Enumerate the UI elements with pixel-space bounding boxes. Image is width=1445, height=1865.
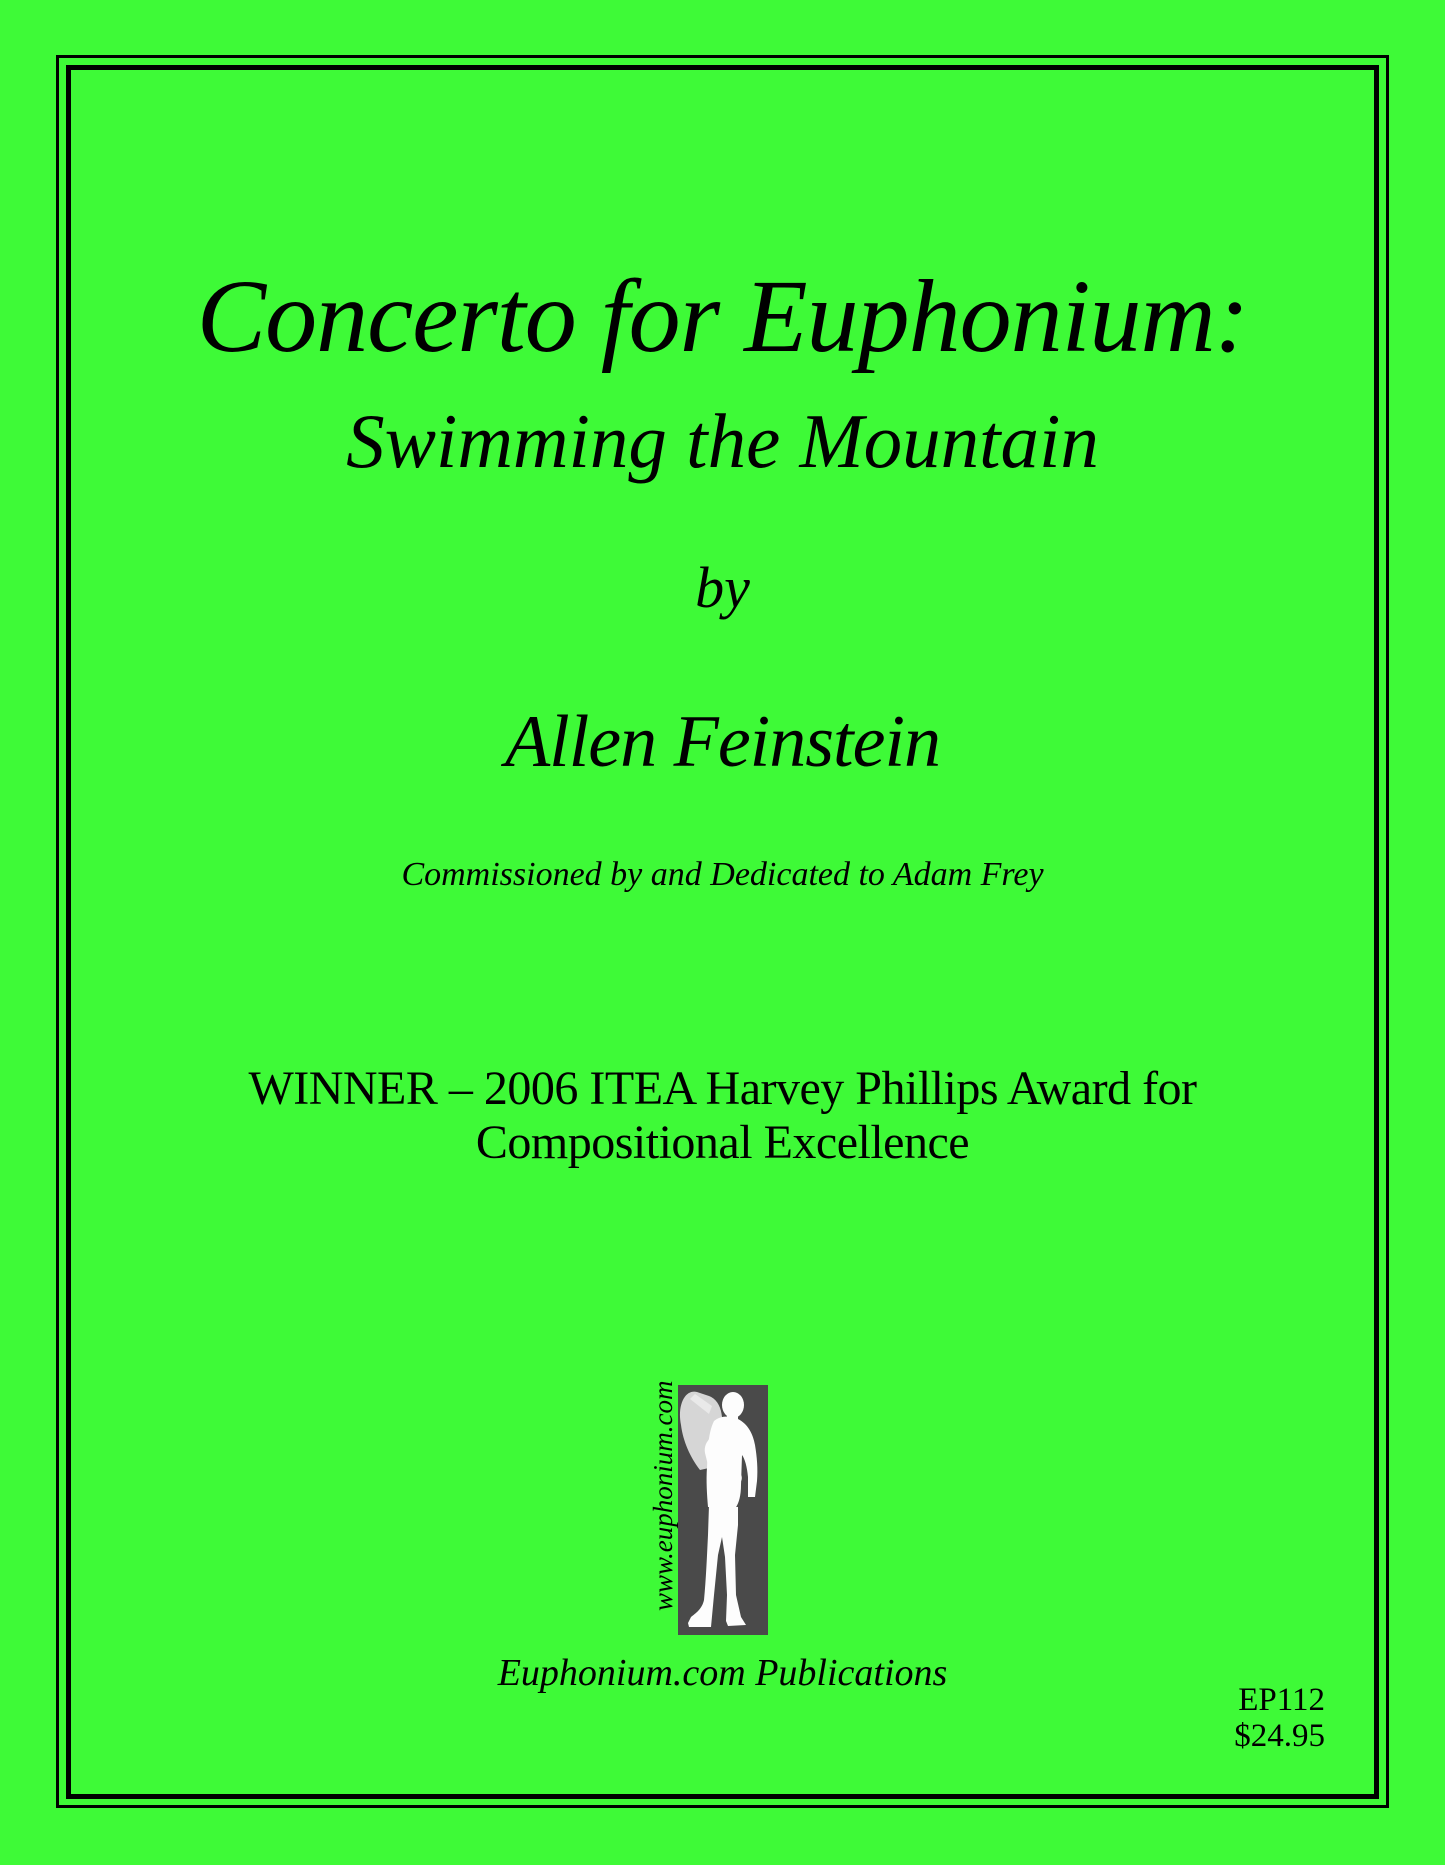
- euphonium-player-silhouette-icon: [678, 1385, 768, 1635]
- byline: by: [695, 555, 750, 620]
- page-subtitle: Swimming the Mountain: [346, 398, 1099, 484]
- price: $24.95: [1234, 1718, 1325, 1754]
- award-line-1: WINNER – 2006 ITEA Harvey Phillips Award for: [248, 1062, 1197, 1115]
- pricing-block: [1234, 1682, 1325, 1754]
- page-title: Concerto for Euphonium:: [196, 259, 1249, 374]
- catalog-number: EP112: [1238, 1682, 1325, 1718]
- logo-vertical-url-text: www.euphonium.com: [648, 1380, 678, 1611]
- publisher-logo: [678, 1385, 768, 1635]
- award-text: [0, 1062, 1445, 1170]
- composer-name: Allen Feinstein: [504, 701, 941, 783]
- award-line-2: Compositional Excellence: [475, 1115, 970, 1169]
- publisher-name: Euphonium.com Publications: [497, 1652, 948, 1694]
- dedication-line: Commissioned by and Dedicated to Adam Frey: [401, 856, 1044, 893]
